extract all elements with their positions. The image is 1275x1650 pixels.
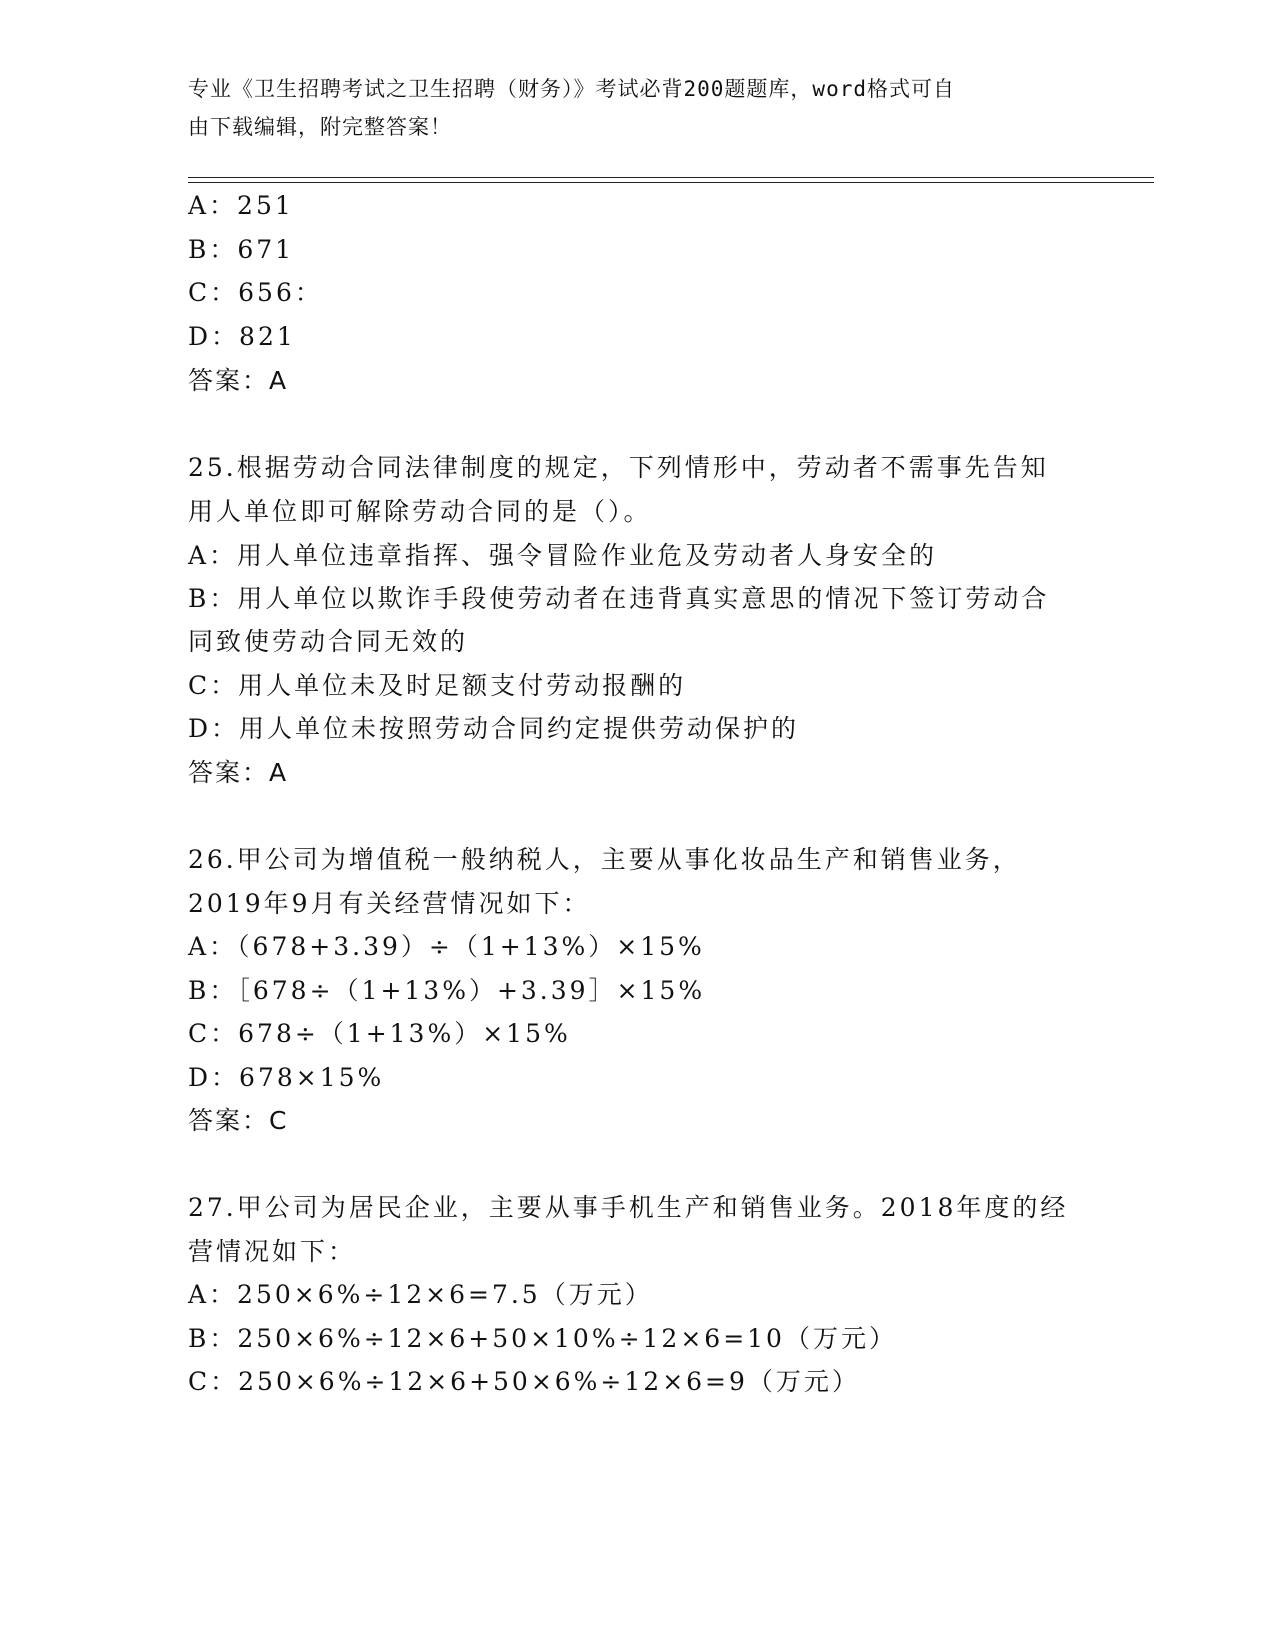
question-25-answer: 答案：A — [188, 758, 289, 787]
question-26-option-d: D：678×15% — [188, 1063, 385, 1092]
header-divider-bottom — [188, 182, 1154, 183]
question-26-stem-line-1: 26.甲公司为增值税一般纳税人，主要从事化妆品生产和销售业务， — [188, 845, 1021, 874]
header-line-2: 由下载编辑，附完整答案！ — [188, 115, 452, 139]
option-c: C：656： — [188, 278, 323, 307]
question-27-option-b: B：250×6%÷12×6+50×10%÷12×6=10（万元） — [188, 1324, 897, 1353]
question-27-option-a: A：250×6%÷12×6=7.5（万元） — [188, 1280, 653, 1309]
question-26-stem-line-2: 2019年9月有关经营情况如下： — [188, 889, 591, 918]
question-27-stem-line-1: 27.甲公司为居民企业，主要从事手机生产和销售业务。2018年度的经 — [188, 1193, 1069, 1222]
header-line-1: 专业《卫生招聘考试之卫生招聘（财务）》考试必背200题题库，word格式可自 — [188, 77, 955, 101]
header-divider-top — [188, 177, 1154, 178]
question-26-answer: 答案：C — [188, 1106, 289, 1135]
answer-line: 答案：A — [188, 366, 289, 395]
question-25-option-a: A：用人单位违章指挥、强令冒险作业危及劳动者人身安全的 — [188, 541, 938, 570]
question-26-option-b: B：［678÷（1+13%）+3.39］×15% — [188, 976, 706, 1005]
question-25-option-b-line-1: B：用人单位以欺诈手段使劳动者在违背真实意思的情况下签订劳动合 — [188, 584, 1050, 613]
question-27-option-c: C：250×6%÷12×6+50×6%÷12×6=9（万元） — [188, 1367, 860, 1396]
option-b: B：671 — [188, 235, 295, 264]
question-25-stem-line-2: 用人单位即可解除劳动合同的是（）。 — [188, 497, 652, 526]
option-a: A：251 — [188, 191, 294, 220]
document-header — [188, 70, 1088, 146]
question-26-option-c: C：678÷（1+13%）×15% — [188, 1019, 571, 1048]
question-25-option-b-line-2: 同致使劳动合同无效的 — [188, 627, 469, 656]
question-25-stem-line-1: 25.根据劳动合同法律制度的规定，下列情形中，劳动者不需事先告知 — [188, 453, 1049, 482]
option-d: D：821 — [188, 322, 296, 351]
question-25-option-d: D：用人单位未按照劳动合同约定提供劳动保护的 — [188, 714, 800, 743]
question-25-option-c: C：用人单位未及时足额支付劳动报酬的 — [188, 671, 687, 700]
question-26-option-a: A：（678+3.39）÷（1+13%）×15% — [188, 932, 705, 961]
question-27-stem-line-2: 营情况如下： — [188, 1237, 357, 1266]
